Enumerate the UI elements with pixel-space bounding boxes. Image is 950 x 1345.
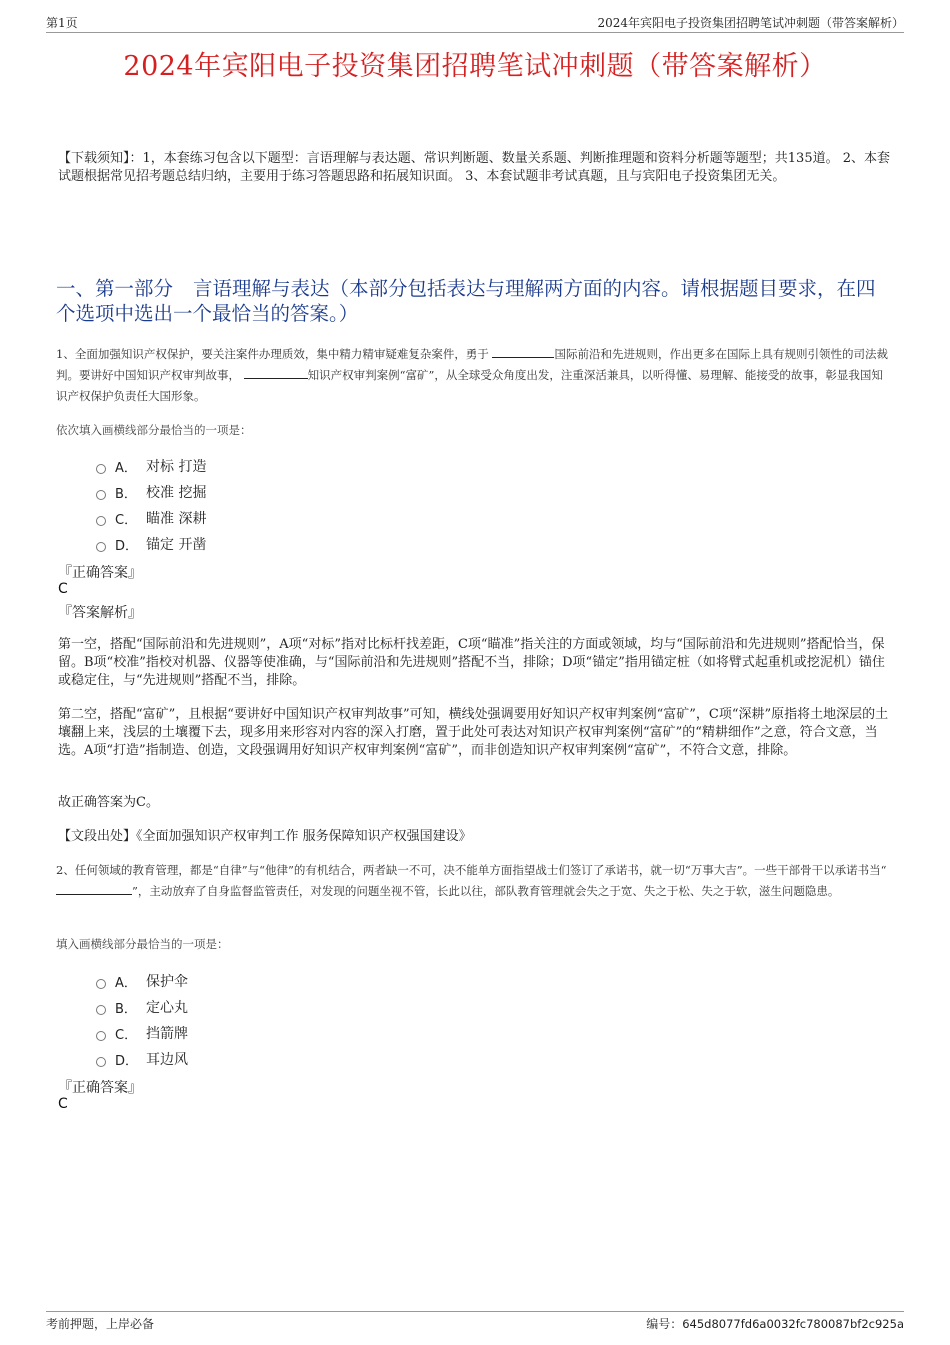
radio-icon[interactable] [96,542,106,552]
question-2-stem [56,860,894,902]
radio-icon[interactable] [96,1057,106,1067]
radio-icon[interactable] [96,979,106,989]
q2-options [96,968,188,1072]
q1-answer: C [58,581,68,597]
q1-answer-label: 『正确答案』 [58,565,142,581]
q1-analysis-label: 『答案解析』 [58,605,142,621]
q1-option-d[interactable]: D． 锚定 开凿 [96,531,206,557]
q1-option-c[interactable]: C． 瞄准 深耕 [96,505,206,531]
header-doc-title: 2024年宾阳电子投资集团招聘笔试冲刺题（带答案解析） [597,16,904,30]
page-number: 第1页 [46,16,78,30]
radio-icon[interactable] [96,516,106,526]
q1-stem-part-a: 1、全面加强知识产权保护，要关注案件办理质效，集中精力精审疑难复杂案件，勇于 [56,347,489,361]
q2-answer: C [58,1096,68,1112]
q2-blank-1 [56,881,132,895]
footer-code: 编号：645d8077fd6a0032fc780087bf2c925a [646,1317,904,1331]
q1-blank-1 [492,344,554,358]
q2-answer-label: 『正确答案』 [58,1080,142,1096]
section-heading-prefix: 一、第一部分 [56,277,174,300]
q2-stem-part-a: 2、任何领域的教育管理，都是“自律”与“他律”的有机结合，两者缺一不可，决不能单方面指望战士们签订了承诺书，就一切“万事大吉”。一些干部骨干以承诺书当“ [56,863,887,877]
radio-icon[interactable] [96,1031,106,1041]
q1-option-b[interactable]: B． 校准 挖掘 [96,479,206,505]
q1-analysis-1: 第一空，搭配“国际前沿和先进规则”，A项“对标”指对比标杆找差距，C项“瞄准”指关注的方面或领域，均与“国际前沿和先进规则”搭配恰当，保留。B项“校准”指校对机器、仪器等使准确，与“国际前沿和先进规则”搭配不当，排除；D项“锚定”指用锚定桩（如将臂式起重机或挖泥机）锚住或稳定住，与“先进规则”搭配不当，排除。 [58,637,885,688]
q1-stem-part-c: 知识产权审判案例“富矿”，从全球受众角度出发，注重深活兼具，以听得懂、易理解、能接受的故事，彰显我国知识产权保护负责任大国形象。 [56,368,883,403]
question-1-stem [56,344,894,407]
page-title: 2024年宾阳电子投资集团招聘笔试冲刺题（带答案解析） [123,51,827,82]
q1-stem-part-b: 国际前沿和先进规则，作出更多在国际上具有规则引领性的司法裁判。要讲好中国知识产权审判故事， [56,347,888,382]
q2-option-c[interactable]: C． 挡箭牌 [96,1020,188,1046]
radio-icon[interactable] [96,490,106,500]
radio-icon[interactable] [96,464,106,474]
page-footer [46,1311,904,1331]
q2-hint: 填入画横线部分最恰当的一项是： [56,937,229,951]
q1-source: 【文段出处】《全面加强知识产权审判工作 服务保障知识产权强国建设》 [58,829,472,844]
section-heading-text: 言语理解与表达（本部分包括表达与理解两方面的内容。请根据题目要求，在四个选项中选出一个最恰当的答案。） [56,277,876,325]
q1-conclusion: 故正确答案为C。 [58,795,159,810]
q1-options [96,453,206,557]
q1-option-a[interactable]: A． 对标 打造 [96,453,206,479]
section-heading [56,276,894,326]
page-header [46,14,904,33]
download-notice: 【下载须知】：1，本套练习包含以下题型：言语理解与表达题、常识判断题、数量关系题、判断推理题和资料分析题等题型；共135道。 2、本套试题根据常见招考题总结归纳，主要用于练习答题思路和拓展知识面。 3、本套试题非考试真题，且与宾阳电子投资集团无关。 [58,151,890,184]
footer-slogan: 考前押题，上岸必备 [46,1317,155,1331]
q1-analysis-2: 第二空，搭配“富矿”，且根据“要讲好中国知识产权审判故事”可知，横线处强调要用好知识产权审判案例“富矿”，C项“深耕”原指将土地深层的土壤翻上来，浅层的土壤覆下去，现多用来形容对内容的深入打磨，置于此处可表达对知识产权审判案例“富矿”的“精耕细作”之意，符合文意，当选。A项“打造”指制造、创造，文段强调用好知识产权审判案例“富矿”，而非创造知识产权审判案例“富矿”，不符合文意，排除。 [58,707,889,758]
q1-hint: 依次填入画横线部分最恰当的一项是： [56,423,252,437]
q2-option-d[interactable]: D． 耳边风 [96,1046,188,1072]
radio-icon[interactable] [96,1005,106,1015]
q2-option-b[interactable]: B． 定心丸 [96,994,188,1020]
q1-blank-2 [244,365,308,379]
q2-option-a[interactable]: A． 保护伞 [96,968,188,994]
q2-stem-part-b: ”，主动放弃了自身监督监管责任，对发现的问题坐视不管，长此以往，部队教育管理就会失之于宽、失之于松、失之于软，滋生问题隐患。 [132,884,840,898]
